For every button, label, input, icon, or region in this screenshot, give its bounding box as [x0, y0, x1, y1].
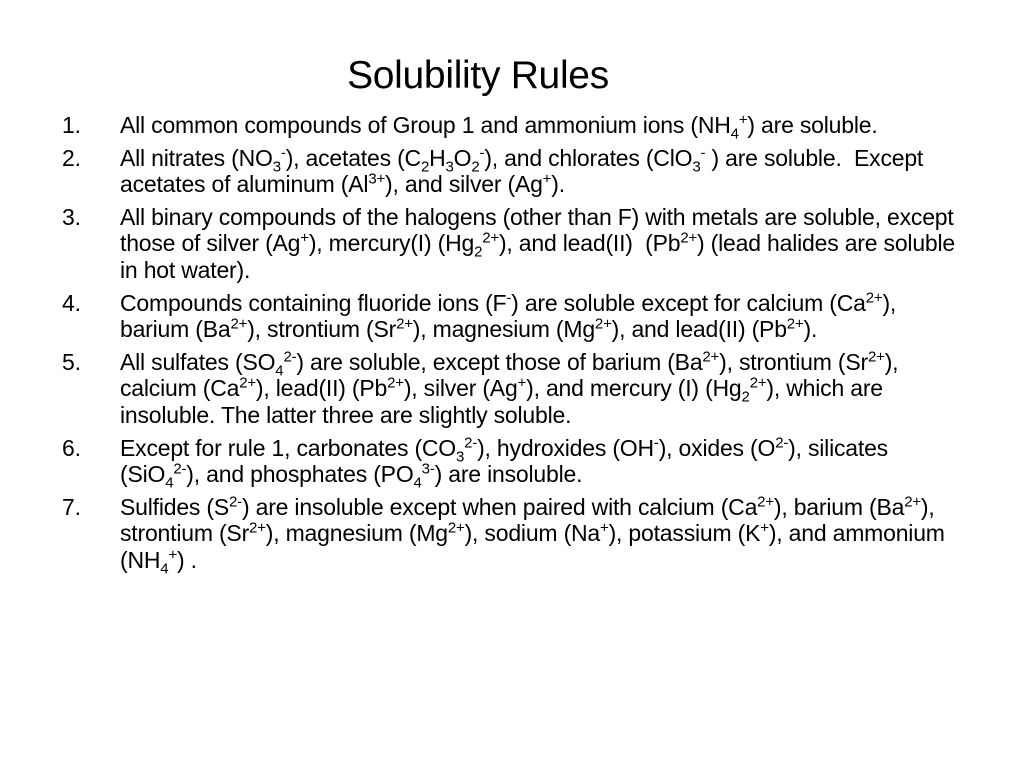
rule-text: All sulfates $(SO_4^{2-})$ are soluble, except those of barium $(Ba^{2+})$, strontium $(Sr^{2+})$, calcium $(Ca^{2+})$, lead(II) $(Pb^{2+})$, silver (Ag+), and mercury (I) $(Hg_2^{2+})$, which are insoluble. The latter three are slightly soluble.: [120, 348, 899, 428]
rule-item: [62, 204, 962, 284]
rule-item: [62, 349, 962, 429]
rule-item: [62, 433, 962, 492]
rule-text: Except for rule 1, carbonates $(CO_3^{2-})$, hydroxides (OH-), oxides $(O^{2-})$, silicates (SiO$_4^{2-}$), and phosphates $(PO_4^{3-})$ are insoluble.: [120, 433, 888, 492]
rule-text: All binary compounds of the halogens (other than F) with metals are soluble, except those of silver (Ag+), mercury(I) $(Hg_2^{2+})$, and lead(II) $(Pb^{2+})$ (lead halides are soluble in hot water).: [120, 203, 956, 283]
rule-item: [62, 111, 962, 143]
solubility-rules-list: [62, 112, 962, 580]
rule-number: 2.: [62, 144, 81, 171]
rule-number: 7.: [62, 493, 81, 520]
rule-number: 3.: [62, 203, 81, 230]
rule-text: Compounds containing fluoride ions (F-) are soluble except for calcium $(Ca^{2+})$, barium $(Ba^{2+})$, strontium $(Sr^{2+})$, magnesium $(Mg^{2+})$, and lead(II) $(Pb^{2+})$.: [120, 288, 897, 343]
rule-text: All nitrates $(NO_3^-)$, acetates $(C_2H_3O_2^-)$, and chlorates (ClO$_3$- ) are soluble. Except acetates of aluminum $(Al^{3+})$, and silver (Ag+).: [120, 143, 924, 198]
rule-number: 5.: [62, 348, 81, 375]
rule-number: 4.: [62, 289, 81, 316]
rule-text: All common compounds of Group 1 and ammonium ions $(NH_4^+)$ are soluble.: [120, 111, 878, 143]
rule-number: 6.: [62, 434, 81, 461]
rule-text: Sulfides $(S^{2-})$ are insoluble except when paired with calcium $(Ca^{2+})$, barium $(Ba^{2+})$, strontium $(Sr^{2+})$, magnesium $(Mg^{2+})$, sodium (Na+), potassium (K+), and ammonium $(NH_4^+)$ .: [120, 493, 945, 578]
rule-item: [62, 145, 962, 198]
slide-title: Solubility Rules: [347, 54, 609, 97]
rule-item: [62, 290, 962, 343]
rule-number: 1.: [62, 112, 81, 138]
rule-item: [62, 493, 962, 578]
